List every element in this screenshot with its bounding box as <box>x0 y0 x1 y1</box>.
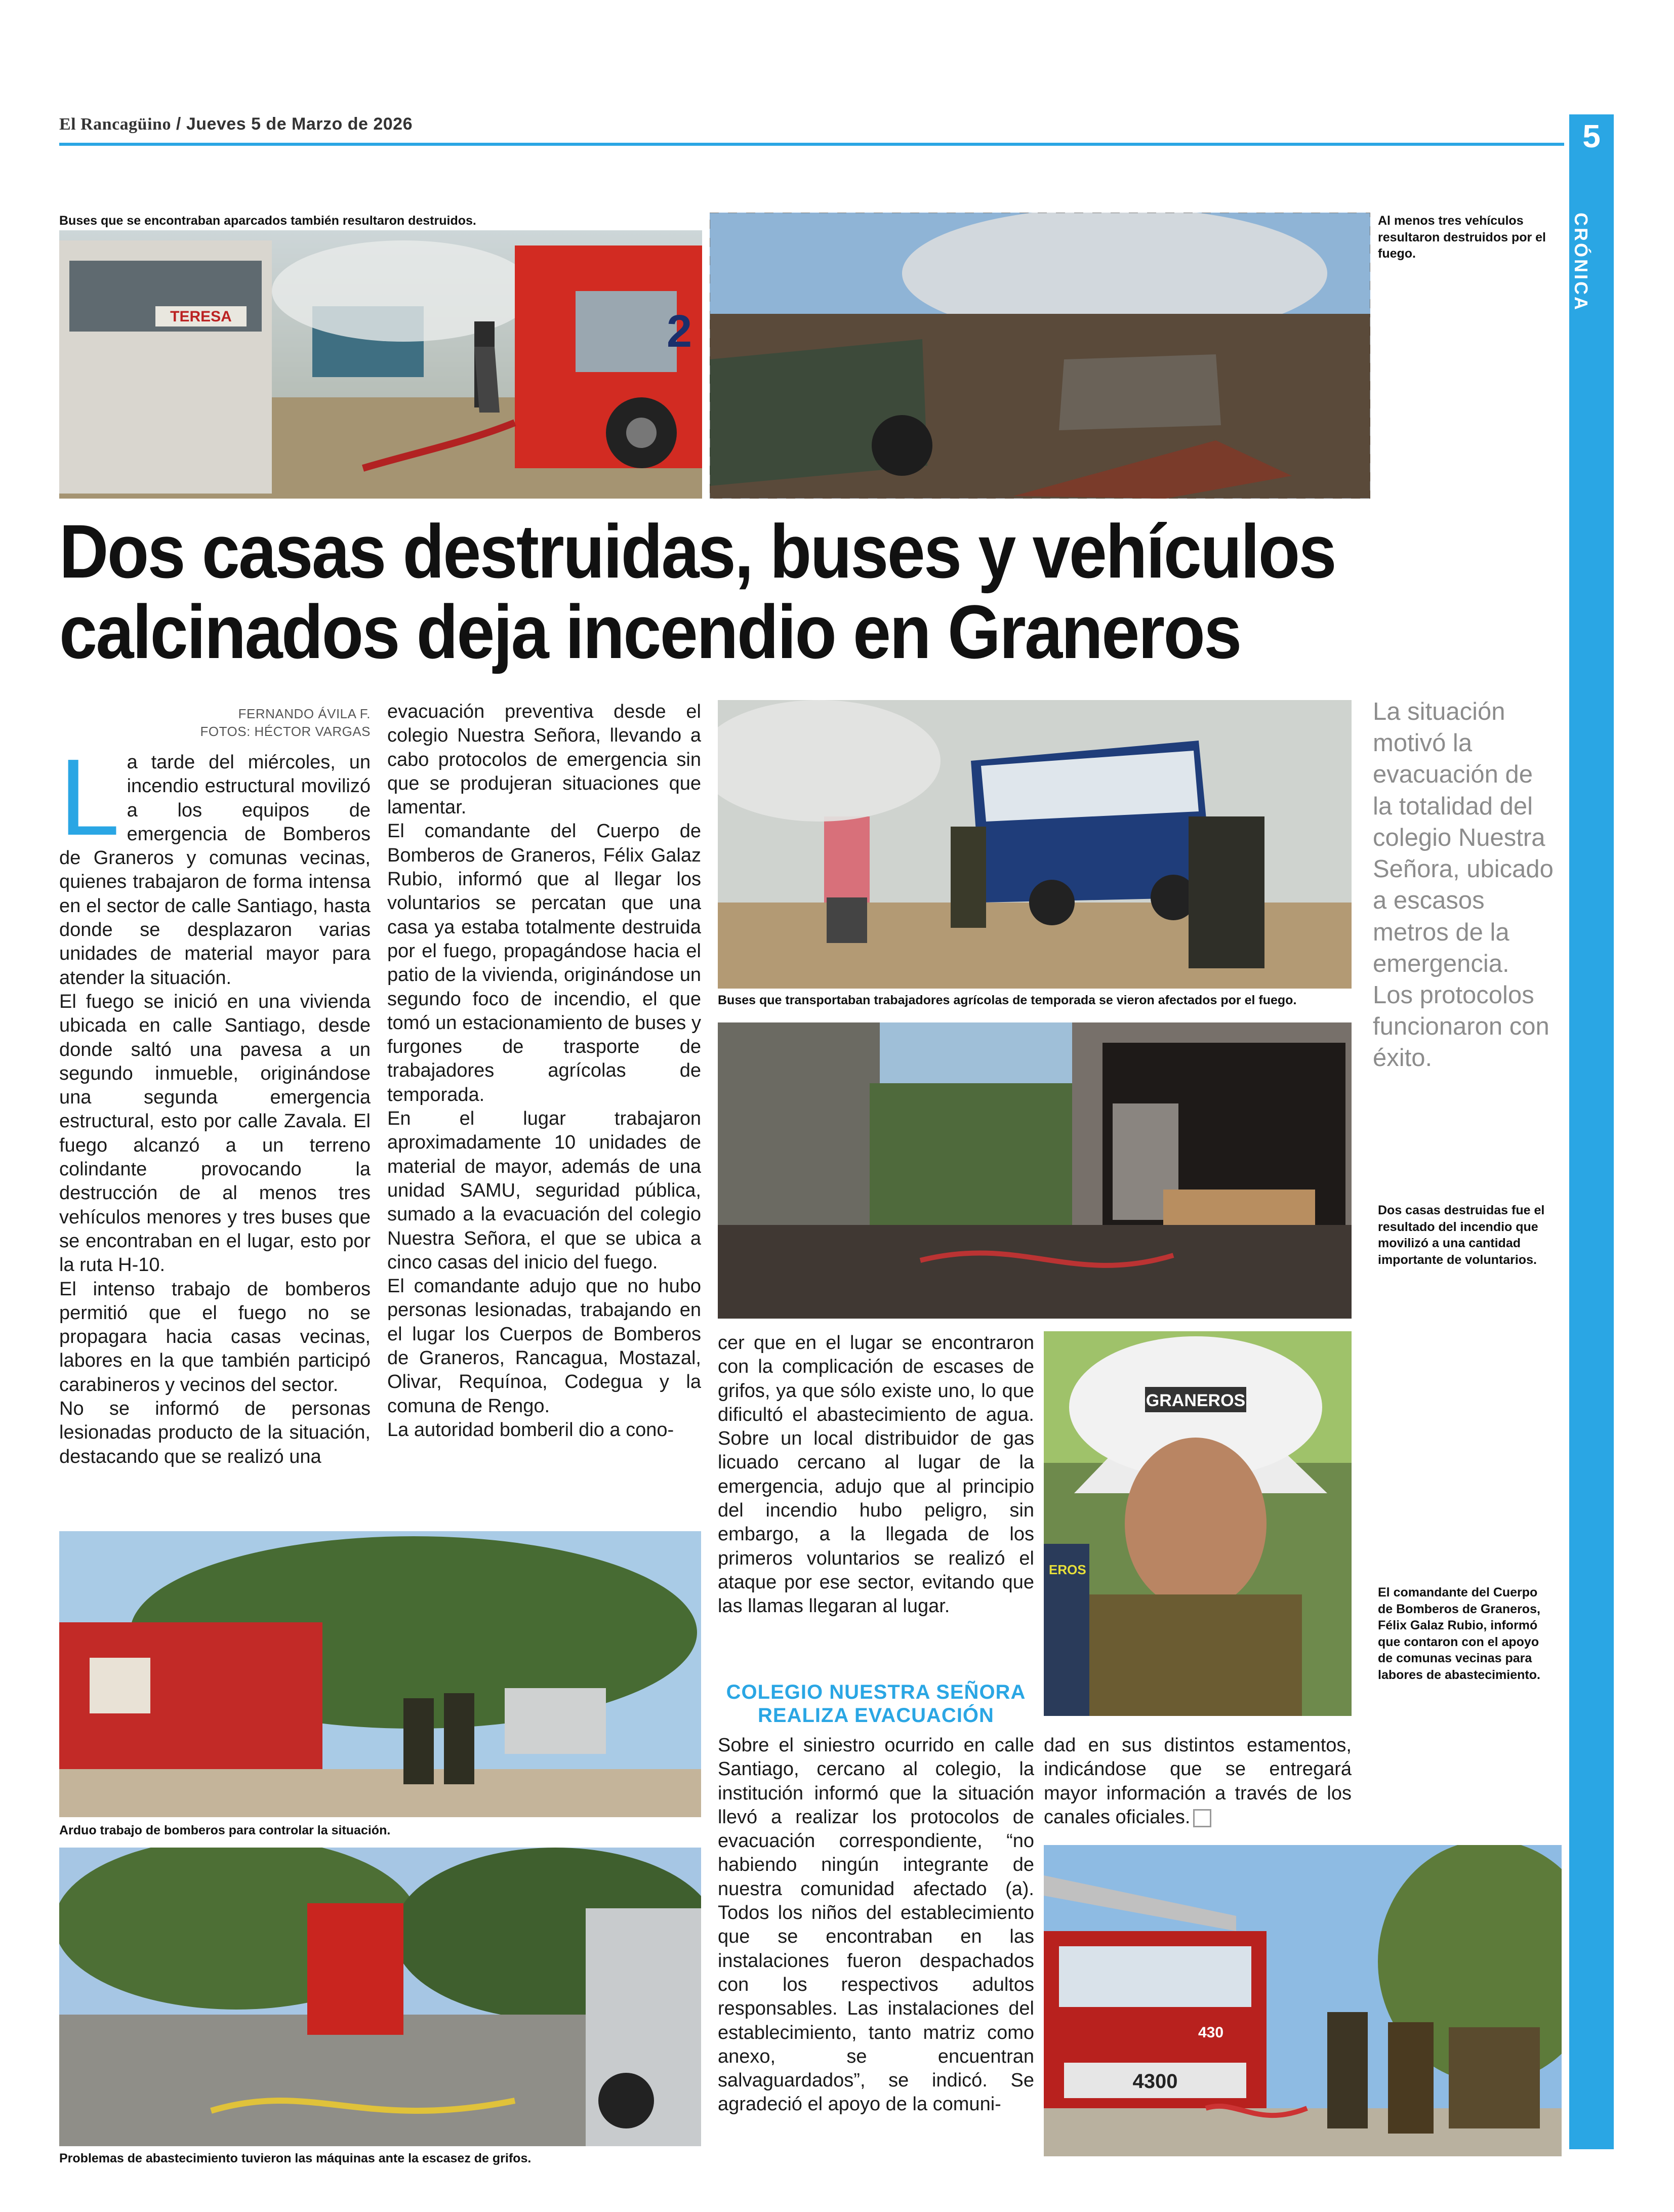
section-sidebar <box>1569 114 1614 2149</box>
article-column-3b <box>718 1734 1034 2117</box>
photo-fire-engines-road <box>59 1848 701 2146</box>
paragraph: No se informó de personas lesionadas producto de la situación, destacando que se realizó una <box>59 1398 371 1467</box>
subheading <box>718 1681 1034 1727</box>
photo-ladder-truck <box>1044 1845 1562 2156</box>
caption-houses: Dos casas destruidas fue el resultado del incendio que movilizó a una cantidad importante de voluntarios. <box>1378 1203 1545 1267</box>
caption-supply-problems: Problemas de abastecimiento tuvieron las máquinas ante la escasez de grifos. <box>59 2151 532 2165</box>
paragraph-text: a tarde del miércoles, un incendio estructural movilizó a los equipos de emergencia de Bomberos de Graneros y comunas vecinas, quienes trabajaron de forma intensa en el sector de calle Santiago, hasta donde se desplazaron varias unidades de material mayor para atender la situación. <box>59 752 371 989</box>
issue-date: Jueves 5 de Marzo de 2026 <box>186 114 413 134</box>
photo-fire-truck <box>59 230 702 499</box>
caption-vehicles: Al menos tres vehículos resultaron destruidos por el fuego. <box>1378 214 1546 261</box>
jacket-label-text: EROS <box>1049 1562 1086 1577</box>
newspaper-name: El Rancagüino <box>59 115 171 134</box>
end-mark-icon <box>1193 1809 1211 1827</box>
caption-commander: El comandante del Cuerpo de Bomberos de Graneros, Félix Galaz Rubio, informó que contaron con el apoyo de comunas vecinas para labores de abastecimiento. <box>1378 1585 1540 1682</box>
paragraph: El comandante adujo que no hubo personas lesionadas, trabajando en el lugar los Cuerpos de Bomberos de Graneros, Rancagua, Mostazal, Olivar, Requínoa, Codegua y la comuna de Rengo. <box>387 1276 701 1417</box>
subheading-line-1: COLEGIO NUESTRA SEÑORA <box>726 1681 1026 1703</box>
paragraph: El comandante del Cuerpo de Bomberos de Graneros, Félix Galaz Rubio, informó que al llegar los voluntarios se percatan que una casa ya estaba totalmente destruida por el fuego, propagándose hacia el patio de la vivienda, originándose un segundo foco de incendio, el que tomó un estacionamiento de buses y furgones de trasporte de trabajadores agrícolas de temporada. <box>387 821 701 1105</box>
caption-buses-workers: Buses que transportaban trabajadores agrícolas de temporada se vieron afectados por el fuego. <box>718 993 1297 1007</box>
paragraph-text: dad en sus distintos estamentos, indicándose que se entregará mayor información a través de los canales oficiales. <box>1044 1735 1352 1828</box>
photo-burned-house <box>718 1022 1352 1319</box>
photo-burned-vehicles <box>710 213 1370 499</box>
headline-line-2: calcinados deja incendio en Graneros <box>59 589 1241 674</box>
section-label: CRÓNICA <box>1571 213 1591 312</box>
article-column-4 <box>1044 1734 1352 1829</box>
article-column-2 <box>387 700 701 1442</box>
author: FERNANDO ÁVILA F. <box>238 706 371 721</box>
paragraph <box>59 736 371 990</box>
caption-arduous-work: Arduo trabajo de bomberos para controlar la situación. <box>59 1823 391 1837</box>
paragraph: El intenso trabajo de bomberos permitió que el fuego no se propagara hacia casas vecinas, labores en la que también participó carabineros y vecinos del sector. <box>59 1278 371 1396</box>
pull-quote: La situación motivó la evacuación de la totalidad del colegio Nuestra Señora, ubicado a escasos metros de la emergencia. Los protocolos funcionaron con éxito. <box>1373 698 1554 1072</box>
masthead <box>59 114 413 134</box>
photo-firefighters-street <box>59 1531 701 1817</box>
headline-line-1: Dos casas destruidas, buses y vehículos <box>59 509 1335 594</box>
header-rule <box>59 143 1564 146</box>
page-number: 5 <box>1582 118 1601 154</box>
paragraph: El fuego se inició en una vivienda ubicada en calle Santiago, desde donde saltó una pavesa a un segundo inmueble, originándose una segunda emergencia estructural, esto por calle Zavala. El fuego alcanzó a un terreno colindante provocando la destrucción de al menos tres vehículos menores y tres buses que se encontraban en el lugar, esto por la ruta H-10. <box>59 991 371 1276</box>
paragraph: cer que en el lugar se encontraron con la complicación de escases de grifos, ya que sólo existe uno, lo que dificultó el abastecimiento de agua. Sobre un local distribuidor de gas licuado cercano al lugar de la emergencia, adujo que al principio del incendio hubo peligro, sin embargo, a la llegada de los primeros voluntarios se realizó el ataque por ese sector, evitando que las llamas llegaran al lugar. <box>718 1332 1034 1617</box>
bus-sign-text: TERESA <box>170 308 232 325</box>
article-column-3 <box>718 1331 1034 1619</box>
paragraph: La autoridad bomberil dio a cono- <box>387 1419 674 1441</box>
photo-bus-firefighters <box>718 700 1352 989</box>
drop-cap: L <box>59 736 120 858</box>
caption-buses-parked: Buses que se encontraban aparcados también resultaron destruidos. <box>59 214 476 228</box>
headline <box>59 509 1335 674</box>
paragraph: Sobre el siniestro ocurrido en calle Santiago, cercano al colegio, la institución informó que la situación llevó a realizar los protocolos de evacuación correspondiente, “no habiendo ningún integrante de nuestra comunidad afectado (a). Todos los niños del establecimiento que se encontraban en las instalaciones fueron despachados con los respectivos adultos responsables. Las instalaciones del establecimiento, tanto matriz como anexo, se encuentran salvaguardados”, se indicó. Se agradeció el apoyo de la comuni- <box>718 1735 1034 2115</box>
paragraph: En el lugar trabajaron aproximadamente 10 unidades de material de mayor, además de una unidad SAMU, seguridad pública, sumado a la evacuación del colegio Nuestra Señora, el que se ubica a cinco casas del inicio del fuego. <box>387 1108 701 1273</box>
truck-plate-text: 4300 <box>1132 2070 1178 2093</box>
masthead-separator: / <box>176 114 181 134</box>
photo-commander <box>1044 1331 1352 1716</box>
helmet-label-text: GRANEROS <box>1146 1391 1246 1410</box>
truck-number-text: 430 <box>1198 2024 1224 2041</box>
byline <box>59 705 371 741</box>
photo-credit: FOTOS: HÉCTOR VARGAS <box>200 724 371 740</box>
engine-number-text: 2 <box>667 306 692 357</box>
article-column-1 <box>59 736 371 1469</box>
paragraph: evacuación preventiva desde el colegio Nuestra Señora, llevando a cabo protocolos de emergencia sin que se produjeran situaciones que lamentar. <box>387 701 701 818</box>
subheading-line-2: REALIZA EVACUACIÓN <box>758 1704 994 1727</box>
paragraph <box>1044 1734 1352 1829</box>
